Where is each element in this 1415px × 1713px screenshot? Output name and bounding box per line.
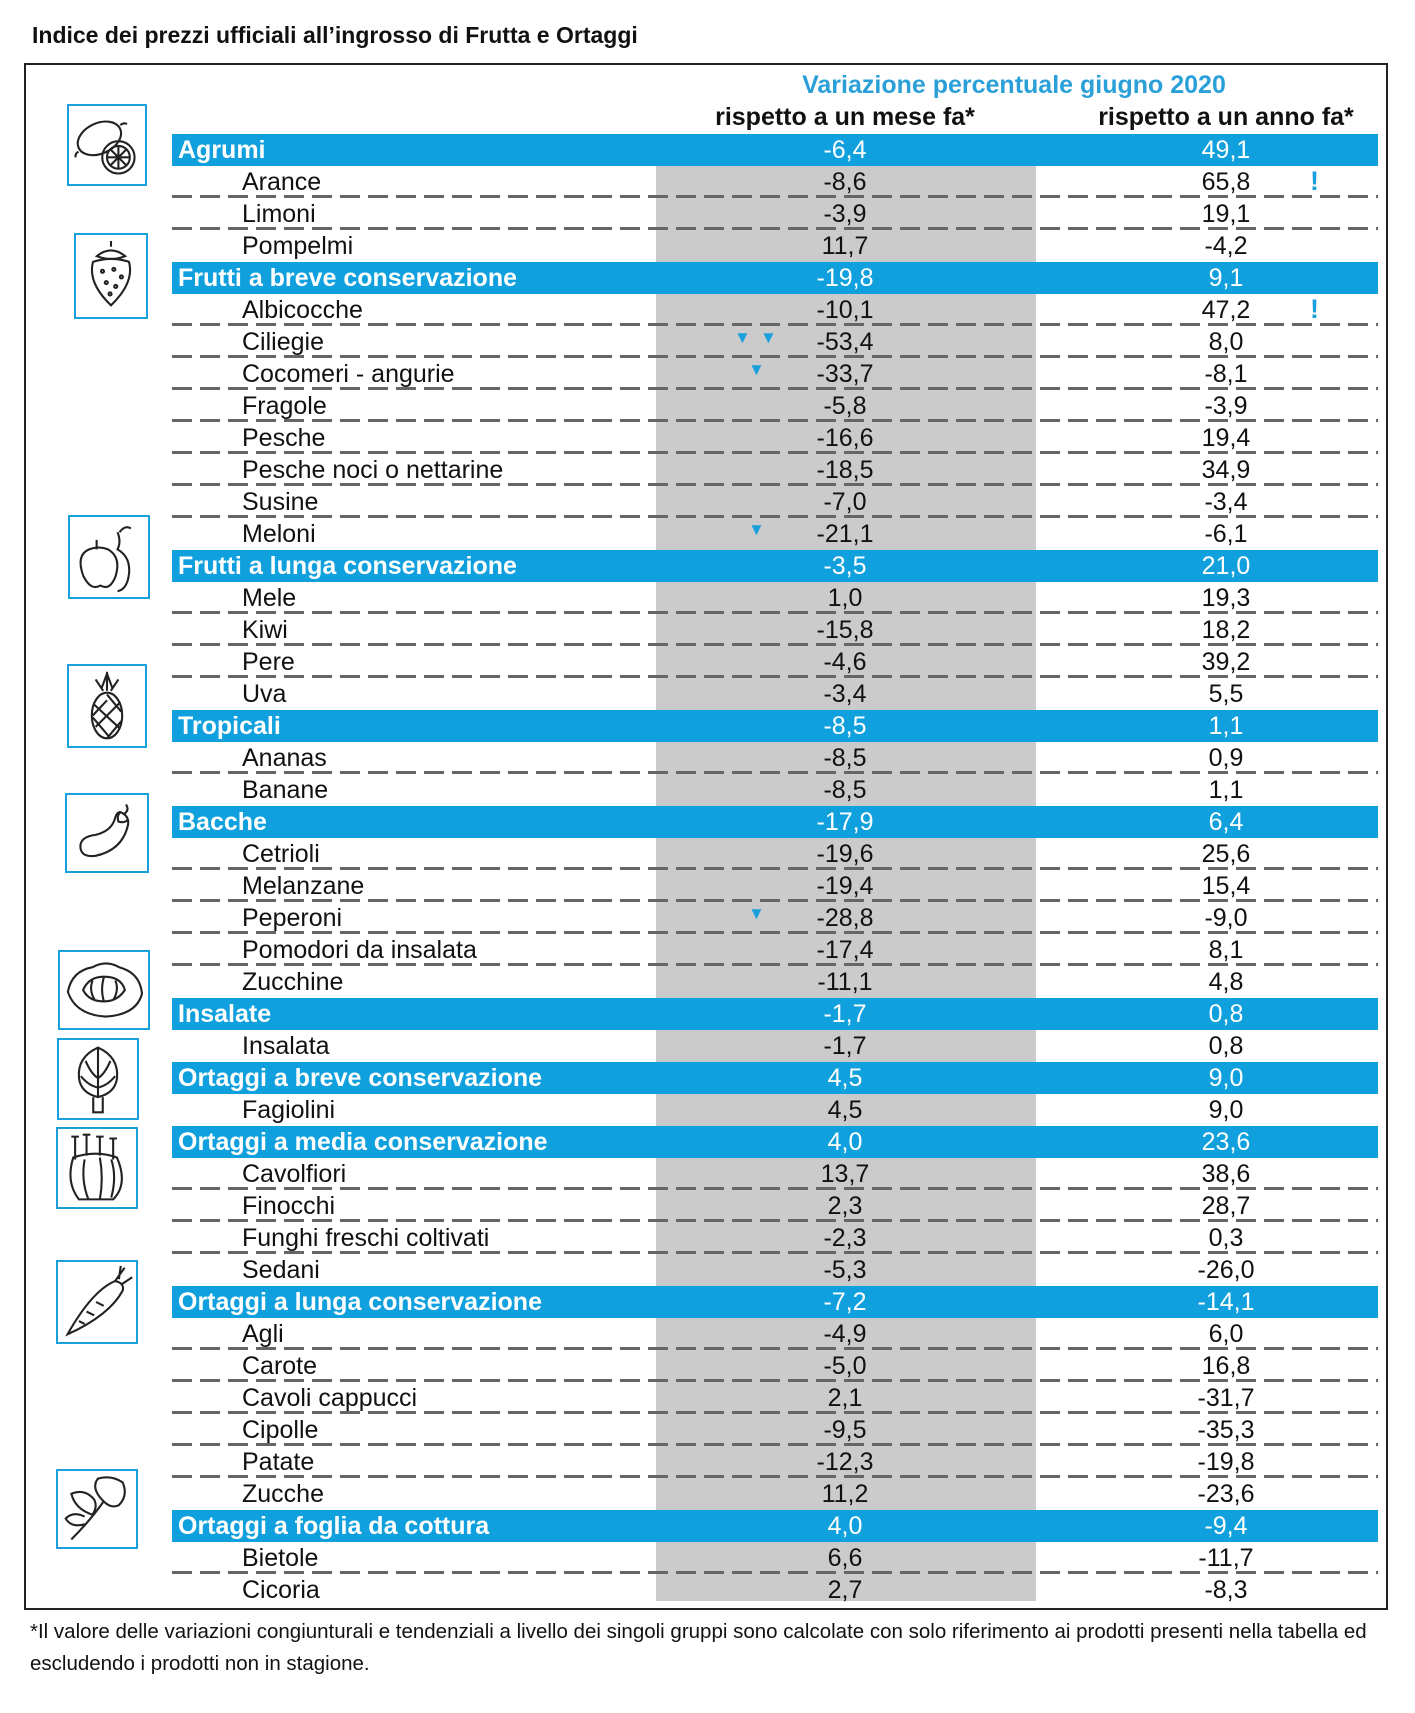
table-row <box>172 518 1378 550</box>
year-value: 19,3 <box>1201 584 1251 612</box>
product-name: Insalata <box>242 1032 330 1060</box>
year-column-header: rispetto a un anno fa* <box>1098 103 1354 131</box>
group-year-value: 23,6 <box>1201 1128 1251 1156</box>
product-name: Bietole <box>242 1544 319 1572</box>
group-year-value: 1,1 <box>1208 712 1244 740</box>
table-row <box>172 646 1378 678</box>
product-name: Sedani <box>242 1256 320 1284</box>
product-name: Meloni <box>242 520 316 548</box>
month-value: 2,3 <box>827 1192 863 1220</box>
lemon-icon <box>67 104 147 186</box>
year-value: 34,9 <box>1201 456 1251 484</box>
year-value: 0,8 <box>1208 1032 1244 1060</box>
year-value: 4,8 <box>1208 968 1244 996</box>
year-value: 39,2 <box>1201 648 1251 676</box>
table-row <box>172 390 1378 422</box>
table-row <box>172 1414 1378 1446</box>
month-value: -4,6 <box>823 648 867 676</box>
decrease-marker-icon: ▼ <box>748 520 765 539</box>
product-name: Pere <box>242 648 295 676</box>
group-row <box>172 806 1378 838</box>
month-value: -8,5 <box>823 744 867 772</box>
decrease-marker-icon: ▼ <box>748 360 765 379</box>
year-value: 28,7 <box>1201 1192 1251 1220</box>
table-row <box>172 454 1378 486</box>
table-row <box>172 230 1378 262</box>
table-row <box>172 358 1378 390</box>
product-name: Banane <box>242 776 329 804</box>
year-value: -23,6 <box>1197 1480 1255 1508</box>
month-value: -19,6 <box>816 840 874 868</box>
table-row <box>172 1158 1378 1190</box>
table-row <box>172 1030 1378 1062</box>
fennel-icon <box>56 1127 138 1209</box>
month-value: -3,4 <box>823 680 867 708</box>
table-row <box>172 742 1378 774</box>
product-name: Melanzane <box>242 872 365 900</box>
year-value: 19,1 <box>1201 200 1251 228</box>
month-value: 11,7 <box>821 232 869 260</box>
product-name: Pesche <box>242 424 326 452</box>
chard-icon <box>56 1469 138 1549</box>
year-value: -4,2 <box>1204 232 1248 260</box>
month-value: -8,6 <box>823 168 867 196</box>
month-value: -16,6 <box>816 424 874 452</box>
month-value: -18,5 <box>816 456 874 484</box>
group-name: Frutti a lunga conservazione <box>178 552 517 580</box>
year-value: -8,3 <box>1204 1576 1248 1604</box>
group-year-value: 0,8 <box>1208 1000 1244 1028</box>
product-name: Ananas <box>242 744 327 772</box>
product-name: Limoni <box>242 200 316 228</box>
table-row <box>172 774 1378 806</box>
month-value: -12,3 <box>816 1448 874 1476</box>
group-name: Bacche <box>178 808 267 836</box>
month-value: -28,8 <box>816 904 874 932</box>
artichoke-icon <box>57 1038 139 1120</box>
group-row <box>172 262 1378 294</box>
month-value: -9,5 <box>823 1416 867 1444</box>
alert-icon: ! <box>1310 166 1319 196</box>
year-value: -31,7 <box>1197 1384 1255 1412</box>
group-month-value: -6,4 <box>823 136 867 164</box>
month-value: -3,9 <box>823 200 867 228</box>
group-row <box>172 134 1378 166</box>
product-name: Cipolle <box>242 1416 319 1444</box>
year-value: 19,4 <box>1201 424 1251 452</box>
month-value: 6,6 <box>827 1544 863 1572</box>
group-name: Insalate <box>178 1000 272 1028</box>
product-name: Uva <box>242 680 287 708</box>
year-value: -26,0 <box>1197 1256 1255 1284</box>
group-year-value: -9,4 <box>1204 1512 1248 1540</box>
group-row <box>172 710 1378 742</box>
group-name: Tropicali <box>178 712 281 740</box>
group-month-value: -8,5 <box>823 712 867 740</box>
group-year-value: 9,1 <box>1208 264 1244 292</box>
year-value: -6,1 <box>1204 520 1248 548</box>
product-name: Pesche noci o nettarine <box>242 456 504 484</box>
year-value: -35,3 <box>1197 1416 1255 1444</box>
group-month-value: -19,8 <box>816 264 874 292</box>
year-value: 47,2 <box>1201 296 1251 324</box>
product-name: Zucchine <box>242 968 344 996</box>
month-value: -2,3 <box>823 1224 867 1252</box>
group-name: Frutti a breve conservazione <box>178 264 518 292</box>
product-name: Zucche <box>242 1480 324 1508</box>
year-value: -9,0 <box>1204 904 1248 932</box>
year-value: 8,1 <box>1208 936 1244 964</box>
month-value: -17,4 <box>816 936 874 964</box>
group-row <box>172 1062 1378 1094</box>
group-month-value: -17,9 <box>816 808 874 836</box>
month-value: 13,7 <box>820 1160 870 1188</box>
eggplant-icon <box>65 793 149 873</box>
group-year-value: 6,4 <box>1208 808 1244 836</box>
group-month-value: -3,5 <box>823 552 867 580</box>
product-name: Fagiolini <box>242 1096 336 1124</box>
table-row <box>172 582 1378 614</box>
group-name: Agrumi <box>178 136 266 164</box>
year-value: -3,4 <box>1204 488 1248 516</box>
month-value: -4,9 <box>823 1320 867 1348</box>
product-name: Fragole <box>242 392 327 420</box>
year-value: 6,0 <box>1208 1320 1244 1348</box>
table-row <box>172 422 1378 454</box>
month-value: -8,5 <box>823 776 867 804</box>
year-value: 0,3 <box>1208 1224 1244 1252</box>
table-row <box>172 678 1378 710</box>
year-value: 16,8 <box>1201 1352 1251 1380</box>
group-name: Ortaggi a media conservazione <box>178 1128 548 1156</box>
table-row <box>172 838 1378 870</box>
group-row <box>172 1126 1378 1158</box>
year-value: 5,5 <box>1208 680 1244 708</box>
product-name: Patate <box>242 1448 315 1476</box>
table-row <box>172 166 1378 198</box>
group-month-value: 4,0 <box>827 1512 863 1540</box>
product-name: Cocomeri - angurie <box>242 360 455 388</box>
year-value: 25,6 <box>1201 840 1251 868</box>
footnote: *Il valore delle variazioni congiunturali e tendenziali a livello dei singoli gruppi sono calcolate con solo riferimento ai prodotti presenti nella tabella ed escludendo i prodotti non in stagione. <box>30 1620 1367 1675</box>
product-name: Pompelmi <box>242 232 354 260</box>
table-row <box>172 294 1378 326</box>
table-row <box>172 1478 1378 1510</box>
decrease-marker-icon: ▼ <box>760 328 777 347</box>
month-value: -10,1 <box>816 296 874 324</box>
month-value: -11,1 <box>817 968 873 996</box>
month-value: -53,4 <box>816 328 874 356</box>
decrease-marker-icon: ▼ <box>748 904 765 923</box>
strawberry-icon <box>74 233 148 319</box>
month-value: -1,7 <box>823 1032 867 1060</box>
product-name: Peperoni <box>242 904 343 932</box>
product-name: Cavolfiori <box>242 1160 347 1188</box>
product-name: Funghi freschi coltivati <box>242 1224 490 1252</box>
table-row <box>172 1094 1378 1126</box>
table-row <box>172 1222 1378 1254</box>
table-row <box>172 870 1378 902</box>
group-month-value: 4,5 <box>827 1064 863 1092</box>
group-row <box>172 550 1378 582</box>
month-value: -19,4 <box>816 872 874 900</box>
year-value: -3,9 <box>1204 392 1248 420</box>
product-name: Mele <box>242 584 297 612</box>
product-name: Cavoli cappucci <box>242 1384 418 1412</box>
year-value: 15,4 <box>1201 872 1251 900</box>
group-month-value: -7,2 <box>823 1288 867 1316</box>
product-name: Kiwi <box>242 616 288 644</box>
table-row <box>172 614 1378 646</box>
year-value: -11,7 <box>1198 1544 1254 1572</box>
group-year-value: -14,1 <box>1197 1288 1255 1316</box>
lettuce-icon <box>58 950 150 1030</box>
month-value: -5,3 <box>823 1256 867 1284</box>
alert-icon: ! <box>1310 294 1319 324</box>
table-row <box>172 1382 1378 1414</box>
month-value: -7,0 <box>823 488 867 516</box>
table-row <box>172 1542 1378 1574</box>
group-year-value: 49,1 <box>1201 136 1251 164</box>
table-row <box>172 902 1378 934</box>
table-row <box>172 1446 1378 1478</box>
year-value: 1,1 <box>1208 776 1244 804</box>
apple-pear-icon <box>68 515 150 599</box>
year-value: -8,1 <box>1204 360 1248 388</box>
table-row <box>172 934 1378 966</box>
group-month-value: -1,7 <box>823 1000 867 1028</box>
group-row <box>172 1510 1378 1542</box>
year-value: -19,8 <box>1197 1448 1255 1476</box>
product-name: Arance <box>242 168 322 196</box>
month-value: -5,0 <box>823 1352 867 1380</box>
year-value: 9,0 <box>1208 1096 1244 1124</box>
month-value: 2,1 <box>827 1384 863 1412</box>
year-value: 38,6 <box>1201 1160 1251 1188</box>
table-row <box>172 966 1378 998</box>
year-value: 65,8 <box>1201 168 1251 196</box>
product-name: Carote <box>242 1352 318 1380</box>
month-column-header: rispetto a un mese fa* <box>715 103 975 131</box>
product-name: Cetrioli <box>242 840 320 868</box>
product-name: Finocchi <box>242 1192 336 1220</box>
table-row <box>172 198 1378 230</box>
product-name: Agli <box>242 1320 284 1348</box>
table-row <box>172 1318 1378 1350</box>
month-value: -33,7 <box>816 360 874 388</box>
group-row <box>172 998 1378 1030</box>
month-value: -15,8 <box>816 616 874 644</box>
month-value: 4,5 <box>827 1096 863 1124</box>
year-value: 0,9 <box>1208 744 1244 772</box>
group-name: Ortaggi a breve conservazione <box>178 1064 543 1092</box>
month-value: 11,2 <box>821 1480 869 1508</box>
variation-header: Variazione percentuale giugno 2020 <box>802 71 1226 99</box>
month-value: 1,0 <box>827 584 863 612</box>
group-year-value: 9,0 <box>1208 1064 1244 1092</box>
month-value: -21,1 <box>816 520 874 548</box>
year-value: 8,0 <box>1208 328 1244 356</box>
group-month-value: 4,0 <box>827 1128 863 1156</box>
page-title: Indice dei prezzi ufficiali all’ingrosso di Frutta e Ortaggi <box>32 22 638 48</box>
table-row <box>172 1190 1378 1222</box>
product-name: Cicoria <box>242 1576 320 1604</box>
table-row <box>172 326 1378 358</box>
table-row <box>172 1254 1378 1286</box>
product-name: Susine <box>242 488 319 516</box>
decrease-marker-icon: ▼ <box>734 328 751 347</box>
month-value: 2,7 <box>827 1576 863 1604</box>
group-row <box>172 1286 1378 1318</box>
table-row <box>172 1350 1378 1382</box>
month-value: -5,8 <box>823 392 867 420</box>
product-name: Ciliegie <box>242 328 324 356</box>
table-row <box>172 1574 1378 1606</box>
group-name: Ortaggi a foglia da cottura <box>178 1512 490 1540</box>
product-name: Pomodori da insalata <box>242 936 477 964</box>
group-name: Ortaggi a lunga conservazione <box>178 1288 542 1316</box>
group-year-value: 21,0 <box>1201 552 1251 580</box>
pineapple-icon <box>67 664 147 748</box>
year-value: 18,2 <box>1201 616 1251 644</box>
table-row <box>172 486 1378 518</box>
product-name: Albicocche <box>242 296 363 324</box>
carrot-icon <box>56 1260 138 1344</box>
